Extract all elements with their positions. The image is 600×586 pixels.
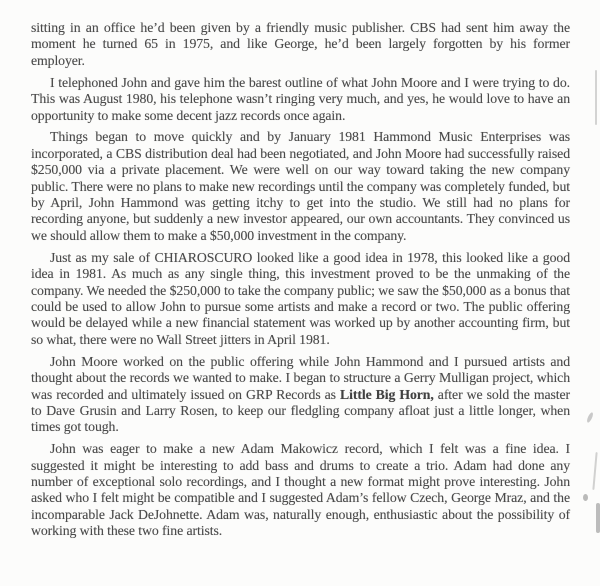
paragraph-continuation: sitting in an office he’d been given by a friendly music publisher. CBS had sent him away the moment he turned 65 in 1975, and like George, he’d been largely forgotten by his former employer. [31, 20, 570, 68]
body-text [31, 20, 570, 545]
scan-artifact-speck [583, 494, 588, 501]
paragraph-telephoned-john: I telephoned John and gave him the barest outline of what John Moore and I were trying to do. This was August 1980, his telephone wasn’t ringing very much, and yes, he would love to have an opportunity to make some decent jazz records once again. [31, 74, 570, 123]
paragraph-chiaroscuro-sale: Just as my sale of CHIAROSCURO looked like a good idea in 1978, this looked like a good idea in 1981. As much as any single thing, this investment proved to be the unmaking of the company. We needed the $250,000 to take the company public; we saw the $50,000 as a bonus that could be used to allow John to pursue some artists and make a record or two. The public offering would be delayed while a new financial statement was worked up by another accounting firm, but so what, there were no Wall Street jitters in April 1981. [31, 249, 570, 347]
scan-artifact-line [595, 70, 597, 125]
paragraph-hammond-music-enterprises: Things began to move quickly and by January 1981 Hammond Music Enterprises was incorporated, a CBS distribution deal had been negotiated, and John Moore had successfully raised $250,000 via a private placement. We were well on our way toward taking the new company public. There were no plans to make new recordings until the company was completely funded, but by April, John Hammond was getting itchy to get into the studio. We still had no plans for recording anyone, but suddenly a new investor appeared, our own accountants. They convinced us we should allow them to make a $50,000 investment in the company. [31, 129, 570, 243]
paragraph-public-offering-text: John Moore worked on the public offering while John Hammond and I pursued artists and thought about the records we wanted to make. I began to structure a Gerry Mulligan project, which was recorded and ultimately issued on GRP Records as [31, 353, 570, 402]
album-title-little-big-horn: Little Big Horn, [340, 386, 434, 402]
scan-artifact-speck [586, 412, 594, 424]
scan-artifact-line [592, 452, 597, 490]
paragraph-adam-makowicz: John was eager to make a new Adam Makowicz record, which I felt was a fine idea. I suggested it might be interesting to add bass and drums to create a trio. Adam had done any number of exceptional solo recordings, and I thought a new format might prove interesting. John asked who I felt might be compatible and I suggested Adam’s fellow Czech, George Mraz, and the incomparable Jack DeJohnette. Adam was, naturally enough, enthusiastic about the possibility of working with these two fine artists. [31, 441, 570, 539]
scan-artifact-blob [596, 503, 600, 533]
paragraph-public-offering-text-cont: after we sold the master to Dave Grusin and Larry Rosen, to keep our fledgling company afloat just a little longer, when times got tough. [31, 386, 571, 435]
paragraph-public-offering [31, 354, 570, 436]
